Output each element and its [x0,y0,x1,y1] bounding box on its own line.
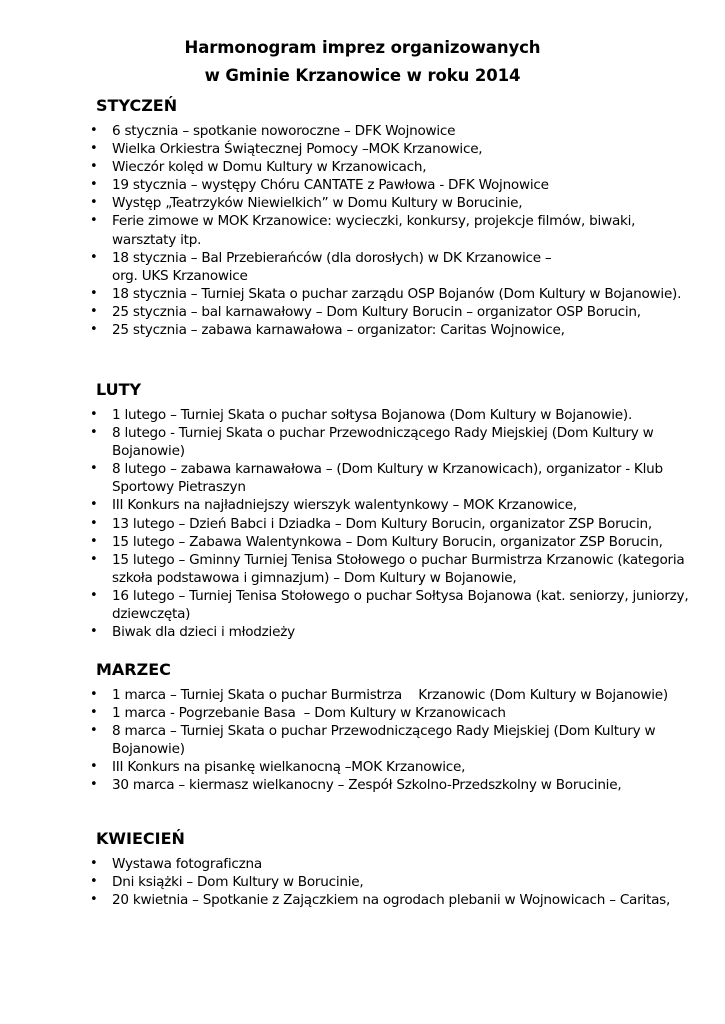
list-item: • 30 marca – kiermasz wielkanocny – Zespół Szkolno-Przedszkolny w Borucinie, [96,776,696,794]
list-item: • 1 lutego – Turniej Skata o puchar sołtysa Bojanowa (Dom Kultury w Bojanowie). [96,406,696,424]
list-item: • Wystawa fotograficzna [96,855,696,873]
list-item: • Ferie zimowe w MOK Krzanowice: wycieczki, konkursy, projekcje filmów, biwaki, warsztaty itp. [96,212,696,248]
section-january [96,96,696,339]
list-item: • 18 stycznia – Bal Przebierańców (dla dorosłych) w DK Krzanowice – org. UKS Krzanowice [96,249,696,285]
list-item: • 1 marca – Turniej Skata o puchar Burmistrza Krzanowic (Dom Kultury w Bojanowie) [96,686,696,704]
event-list [96,855,696,909]
section-heading: STYCZEŃ [96,96,178,115]
list-item: • 6 stycznia – spotkanie noworoczne – DFK Wojnowice [96,122,696,140]
list-item: • 8 lutego – zabawa karnawałowa – (Dom Kultury w Krzanowicach), organizator - Klub Sportowy Pietraszyn [96,460,696,496]
event-list [96,686,696,795]
list-item: • 8 marca – Turniej Skata o puchar Przewodniczącego Rady Miejskiej (Dom Kultury w Bojanowie) [96,722,696,758]
section-march [96,660,696,795]
list-item: • Wieczór kolęd w Domu Kultury w Krzanowicach, [96,158,696,176]
list-item: • Biwak dla dzieci i młodzieży [96,623,696,641]
document-title-line-2: w Gminie Krzanowice w roku 2014 [204,66,521,85]
document-title-line-1: Harmonogram imprez organizowanych [184,38,541,57]
list-item: • 13 lutego – Dzień Babci i Dziadka – Dom Kultury Borucin, organizator ZSP Borucin, [96,515,696,533]
list-item: • 15 lutego – Gminny Turniej Tenisa Stołowego o puchar Burmistrza Krzanowic (kategoria szkoła podstawowa i gimnazjum) – Dom Kultury w Bojanowie, [96,551,696,587]
list-item: • 19 stycznia – występy Chóru CANTATE z Pawłowa - DFK Wojnowice [96,176,696,194]
list-item: • Wielka Orkiestra Świątecznej Pomocy –MOK Krzanowice, [96,140,696,158]
list-item: • 18 stycznia – Turniej Skata o puchar zarządu OSP Bojanów (Dom Kultury w Bojanowie). [96,285,696,303]
list-item: • 8 lutego - Turniej Skata o puchar Przewodniczącego Rady Miejskiej (Dom Kultury w Bojanowie) [96,424,696,460]
list-item: • 16 lutego – Turniej Tenisa Stołowego o puchar Sołtysa Bojanowa (kat. seniorzy, juniorzy, dziewczęta) [96,587,696,623]
list-item: • 1 marca - Pogrzebanie Basa – Dom Kultury w Krzanowicach [96,704,696,722]
list-item: • III Konkurs na pisankę wielkanocną –MOK Krzanowice, [96,758,696,776]
section-february [96,380,696,641]
list-item: • Występ „Teatrzyków Niewielkich” w Domu Kultury w Borucinie, [96,194,696,212]
event-list [96,122,696,339]
section-heading: MARZEC [96,660,171,679]
list-item: • III Konkurs na najładniejszy wierszyk walentynkowy – MOK Krzanowice, [96,496,696,514]
list-item: • 25 stycznia – zabawa karnawałowa – organizator: Caritas Wojnowice, [96,321,696,339]
section-heading: KWIECIEŃ [96,829,185,848]
list-item: • Dni książki – Dom Kultury w Borucinie, [96,873,696,891]
list-item: • 20 kwietnia – Spotkanie z Zajączkiem na ogrodach plebanii w Wojnowicach – Caritas, [96,891,696,909]
list-item: • 25 stycznia – bal karnawałowy – Dom Kultury Borucin – organizator OSP Borucin, [96,303,696,321]
section-heading: LUTY [96,380,142,399]
section-april [96,829,696,909]
list-item: • 15 lutego – Zabawa Walentynkowa – Dom Kultury Borucin, organizator ZSP Borucin, [96,533,696,551]
event-list [96,406,696,641]
